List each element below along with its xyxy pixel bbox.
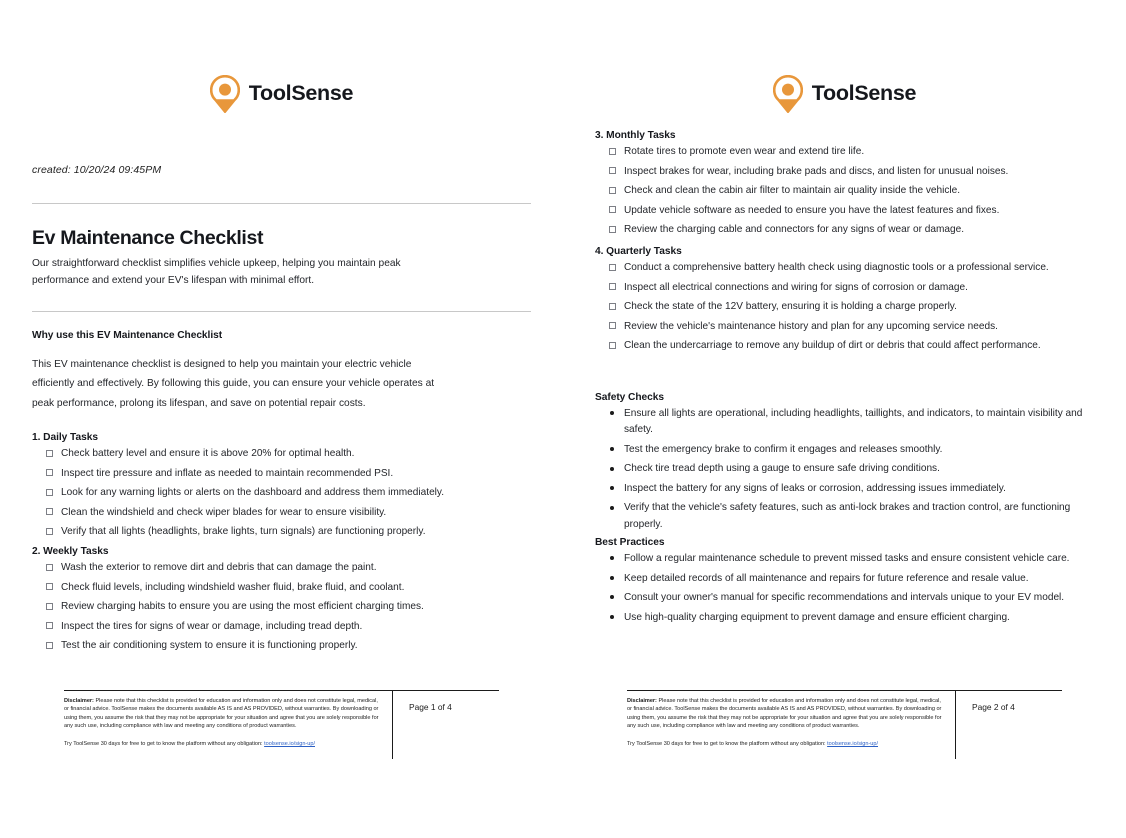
bullet-list-safety (595, 406, 1094, 533)
checkbox-unchecked-icon[interactable] (46, 508, 53, 515)
checklist-item[interactable] (595, 222, 1094, 238)
checklist-item[interactable] (595, 203, 1094, 219)
checkbox-unchecked-icon[interactable] (609, 206, 616, 213)
list-item-label: Verify that the vehicle's safety features, such as anti-lock brakes and traction control, are functioning properly. (624, 502, 1071, 530)
checklist-item-label: Check the state of the 12V battery, ensuring it is holding a charge properly. (624, 301, 957, 313)
checklist-item-label: Test the air conditioning system to ensure it is functioning properly. (61, 640, 358, 652)
checklist-item[interactable] (32, 560, 531, 576)
location-pin-icon (773, 75, 803, 113)
checklist-item-label: Check battery level and ensure it is above 20% for optimal health. (61, 448, 355, 459)
checklist-item-label: Rotate tires to promote even wear and extend tire life. (624, 146, 865, 157)
checklist-item[interactable] (32, 619, 531, 635)
created-timestamp: created: 10/20/24 09:45PM (32, 164, 162, 176)
disclaimer-text (64, 697, 382, 731)
list-item (595, 481, 1094, 497)
bullet-icon (610, 506, 614, 510)
section-weekly-tasks (32, 546, 531, 658)
checklist-quarterly (595, 260, 1094, 354)
list-item-label: Inspect the battery for any signs of leaks or corrosion, addressing issues immediately. (624, 482, 1006, 494)
checklist-weekly (32, 560, 531, 654)
footer-try-line-2 (627, 740, 945, 748)
checklist-item-label: Conduct a comprehensive battery health check using diagnostic tools or a professional service. (624, 262, 1049, 273)
brand-wordmark: ToolSense (248, 81, 354, 106)
section-heading-weekly: 2. Weekly Tasks (32, 546, 109, 557)
section-heading-daily: 1. Daily Tasks (32, 432, 98, 443)
checkbox-unchecked-icon[interactable] (609, 342, 616, 349)
checklist-item[interactable] (32, 485, 531, 501)
checkbox-unchecked-icon[interactable] (46, 489, 53, 496)
disclaimer-body: Please note that this checklist is provided for education and information only and does not constitute legal, medical, or financial advice. ToolSense makes the documents available AS IS and AS PROVIDED, without warranties. By downloading or using them, you assume the risk that they may not be appropriate for your situation and agree that you are solely responsible for any such use, including compliance with law and meeting any conditions of product warranties. (64, 698, 379, 730)
footer-page-number-block-2 (956, 691, 1062, 759)
checkbox-unchecked-icon[interactable] (609, 226, 616, 233)
list-item (595, 461, 1094, 477)
checklist-item-label: Check and clean the cabin air filter to maintain air quality inside the vehicle. (624, 185, 961, 197)
page-footer-1 (64, 690, 499, 759)
brand-logo (32, 72, 531, 116)
list-item-label: Keep detailed records of all maintenance and repairs for future reference and resale value. (624, 572, 1029, 584)
list-item-label: Consult your owner's manual for specific recommendations and intervals unique to your EV model. (624, 592, 1065, 604)
page-number-1: Page 1 of 4 (409, 702, 452, 712)
bullet-icon (610, 467, 614, 471)
footer-disclaimer-block-2 (627, 691, 956, 759)
checkbox-unchecked-icon[interactable] (609, 303, 616, 310)
checklist-item-label: Review the vehicle's maintenance history and plan for any upcoming service needs. (624, 320, 998, 332)
checkbox-unchecked-icon[interactable] (46, 583, 53, 590)
disclaimer-text-2 (627, 697, 945, 731)
section-monthly-tasks (595, 130, 1094, 242)
disclaimer-body-2: Please note that this checklist is provided for education and information only and does not constitute legal, medical, or financial advice. ToolSense makes the documents available AS IS and AS PROVIDED, without warranties. By downloading or using them, you assume the risk that they may not be appropriate for your situation and agree that you are solely responsible for any such use, including compliance with law and meeting any conditions of product warranties. (627, 698, 942, 730)
checklist-item-label: Clean the undercarriage to remove any buildup of dirt or debris that could affect performance. (624, 340, 1041, 352)
checkbox-unchecked-icon[interactable] (609, 187, 616, 194)
checklist-item-label: Update vehicle software as needed to ensure you have the latest features and fixes. (624, 204, 1000, 216)
checklist-item[interactable] (595, 319, 1094, 335)
bullet-icon (610, 486, 614, 490)
bullet-icon (610, 576, 614, 580)
page-footer-2 (627, 690, 1062, 759)
section-quarterly-tasks (595, 246, 1094, 358)
checklist-item[interactable] (595, 164, 1094, 180)
footer-try-line (64, 740, 382, 748)
section-heading-best-practices: Best Practices (595, 537, 665, 548)
brand-logo-2 (595, 72, 1094, 116)
bullet-icon (610, 595, 614, 599)
checklist-item-label: Inspect the tires for signs of wear or damage, including tread depth. (61, 620, 363, 632)
checkbox-unchecked-icon[interactable] (609, 148, 616, 155)
checklist-item[interactable] (595, 183, 1094, 199)
list-item (595, 442, 1094, 458)
checklist-item[interactable] (32, 466, 531, 482)
checklist-item-label: Verify that all lights (headlights, brake lights, turn signals) are functioning properly. (61, 526, 426, 538)
checklist-item-label: Inspect brakes for wear, including brake pads and discs, and listen for unusual noises. (624, 165, 1009, 177)
checklist-item-label: Look for any warning lights or alerts on the dashboard and address them immediately. (61, 487, 445, 499)
checklist-item-label: Review charging habits to ensure you are using the most efficient charging times. (61, 601, 424, 613)
checklist-daily (32, 446, 531, 540)
page-title: Ev Maintenance Checklist (32, 227, 264, 249)
list-item-label: Use high-quality charging equipment to prevent damage and ensure efficient charging. (624, 611, 1010, 623)
checklist-item-label: Inspect tire pressure and inflate as needed to maintain recommended PSI. (61, 467, 394, 479)
checklist-item[interactable] (595, 338, 1094, 354)
checklist-item[interactable] (595, 299, 1094, 315)
signup-link-2[interactable]: toolsense.io/sign-up/ (827, 740, 878, 747)
footer-page-number-block (393, 691, 499, 759)
checkbox-unchecked-icon[interactable] (46, 642, 53, 649)
list-item (595, 551, 1094, 567)
checkbox-unchecked-icon[interactable] (609, 264, 616, 271)
location-pin-icon (210, 75, 240, 113)
section-daily-tasks (32, 432, 531, 544)
section-best-practices (595, 537, 1094, 629)
bullet-icon (610, 447, 614, 451)
section-safety-checks (595, 392, 1094, 536)
signup-link[interactable]: toolsense.io/sign-up/ (264, 740, 315, 747)
checklist-monthly (595, 144, 1094, 238)
list-item (595, 406, 1094, 439)
list-item-label: Ensure all lights are operational, including headlights, taillights, and indicators, to maintain visibility and safety. (624, 408, 1083, 436)
section-heading-safety: Safety Checks (595, 392, 665, 403)
checklist-item[interactable] (595, 144, 1094, 160)
list-item (595, 610, 1094, 626)
checklist-item-label: Clean the windshield and check wiper blades for wear to ensure visibility. (61, 506, 387, 518)
checkbox-unchecked-icon[interactable] (609, 322, 616, 329)
checkbox-unchecked-icon[interactable] (46, 450, 53, 457)
try-text: Try ToolSense 30 days for free to get to know the platform without any obligation: (64, 740, 265, 747)
checklist-item[interactable] (32, 638, 531, 654)
checkbox-unchecked-icon[interactable] (46, 564, 53, 571)
checklist-item[interactable] (32, 505, 531, 521)
bullet-icon (610, 556, 614, 560)
try-text-2: Try ToolSense 30 days for free to get to know the platform without any obligation: (627, 740, 828, 747)
checklist-item-label: Review the charging cable and connectors for any signs of wear or damage. (624, 224, 965, 236)
footer-disclaimer-block (64, 691, 393, 759)
page-subtitle: Our straightforward checklist simplifies vehicle upkeep, helping you maintain peak performance and extend your EV's lifespan with minimal effort. (32, 258, 401, 286)
list-item-label: Test the emergency brake to confirm it engages and releases smoothly. (624, 443, 943, 455)
disclaimer-label-2: Disclaimer: (627, 698, 657, 704)
divider-top (32, 203, 531, 204)
checklist-item[interactable] (32, 446, 531, 462)
why-section-body: This EV maintenance checklist is designed to help you maintain your electric vehicle efficiently and effectively. By following this guide, you can ensure your vehicle operates at peak performance, prolong its lifespan, and save on potential repair costs. (32, 359, 435, 409)
list-item-label: Follow a regular maintenance schedule to prevent missed tasks and ensure consistent vehicle care. (624, 553, 1070, 564)
checkbox-unchecked-icon[interactable] (46, 603, 53, 610)
list-item-label: Check tire tread depth using a gauge to ensure safe driving conditions. (624, 463, 940, 475)
page-2 (563, 0, 1126, 838)
checkbox-unchecked-icon[interactable] (46, 469, 53, 476)
checklist-item-label: Wash the exterior to remove dirt and debris that can damage the paint. (61, 562, 377, 573)
list-item (595, 590, 1094, 606)
why-section-heading: Why use this EV Maintenance Checklist (32, 330, 223, 341)
checklist-item-label: Inspect all electrical connections and wiring for signs of corrosion or damage. (624, 281, 968, 293)
divider-bottom (32, 311, 531, 312)
bullet-list-best-practices (595, 551, 1094, 626)
checklist-item[interactable] (32, 524, 531, 540)
bullet-icon (610, 411, 614, 415)
why-section (32, 330, 455, 413)
section-heading-quarterly: 4. Quarterly Tasks (595, 246, 682, 257)
checkbox-unchecked-icon[interactable] (46, 622, 53, 629)
page-number-2: Page 2 of 4 (972, 702, 1015, 712)
checklist-item-label: Check fluid levels, including windshield washer fluid, brake fluid, and coolant. (61, 581, 405, 593)
checklist-item[interactable] (595, 280, 1094, 296)
disclaimer-label: Disclaimer: (64, 698, 94, 704)
bullet-icon (610, 615, 614, 619)
list-item (595, 571, 1094, 587)
brand-wordmark-2: ToolSense (811, 81, 917, 106)
checklist-item[interactable] (32, 599, 531, 615)
section-heading-monthly: 3. Monthly Tasks (595, 130, 676, 141)
checkbox-unchecked-icon[interactable] (46, 528, 53, 535)
list-item (595, 500, 1094, 533)
checklist-item[interactable] (32, 580, 531, 596)
checkbox-unchecked-icon[interactable] (609, 167, 616, 174)
checklist-item[interactable] (595, 260, 1094, 276)
checkbox-unchecked-icon[interactable] (609, 283, 616, 290)
